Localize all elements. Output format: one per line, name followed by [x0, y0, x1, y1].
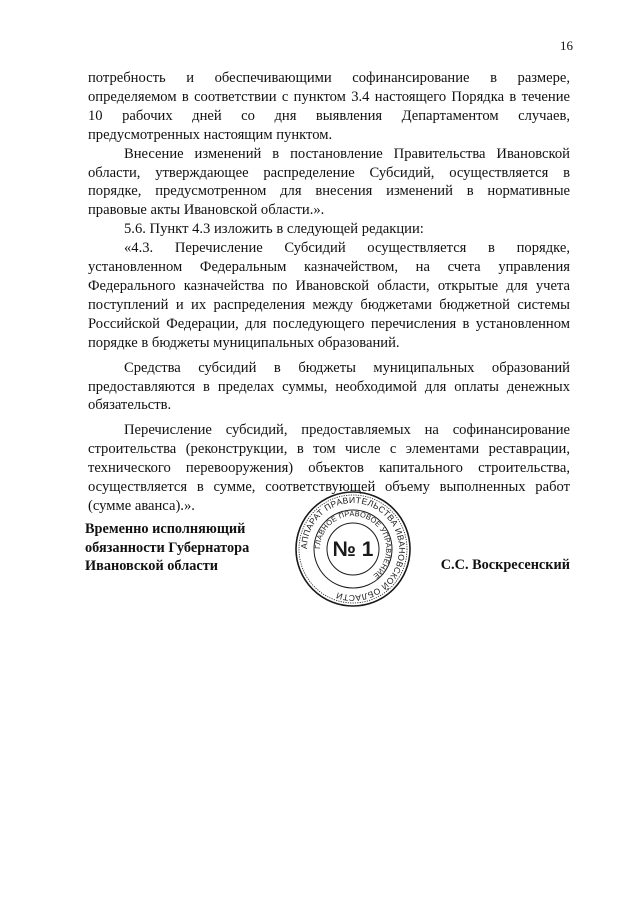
paragraph: потребность и обеспечивающими софинансирование в размере, определяемом в соответствии с пунктом 3.4 настоящего Порядка в течение 10 рабочих дней со дня выявления Департаментом случаев, предусмотренных настоящим пунктом. — [88, 70, 570, 143]
signature-title-line: Временно исполняющий — [85, 521, 246, 537]
seal-center-text: № 1 — [332, 538, 374, 561]
signatory-name: С.С. Воскресенский — [440, 557, 570, 573]
signature-title — [85, 520, 285, 576]
paragraph: Средства субсидий в бюджеты муниципальных образований предоставляются в пределах суммы, необходимой для оплаты денежных обязательств. — [88, 359, 570, 414]
paragraph: Внесение изменений в постановление Правительства Ивановской области, утверждающее распределение Субсидий, осуществляется в порядке, предусмотренном для внесения изменений в нормативные правовые акты Ивановской области.». — [88, 145, 570, 219]
body-text — [88, 69, 570, 516]
paragraph: «4.3. Перечисление Субсидий осуществляется в порядке, установленном Федеральным казначейством, на счета управления Федерального казначейства по Ивановской области, открытые для учета поступлений и их распределения между бюджетами бюджетной системы Российской Федерации, для последующего перечисления в установленном порядке в бюджеты муниципальных образований. — [88, 240, 570, 351]
official-seal — [294, 490, 412, 608]
paragraph: Перечисление субсидий, предоставляемых на софинансирование строительства (реконструкции, в том числе с элементами реставрации, технического перевооружения) объектов капитального строительства, осуществляется в сумме, соответствующей объему выполненных работ (сумме аванса).». — [88, 422, 570, 514]
seal-inner-ring-text: ГЛАВНОЕ ПРАВОВОЕ УПРАВЛЕНИЕ — [312, 508, 394, 581]
signature-title-line: Ивановской области — [85, 558, 218, 575]
signature-title-line: обязанности Губернатора — [85, 539, 250, 556]
paragraph: 5.6. Пункт 4.3 изложить в следующей редакции: — [124, 221, 424, 238]
seal-ring-text: АППАРАТ ПРАВИТЕЛЬСТВА ИВАНОВСКОЙ ОБЛАСТИ — [298, 494, 408, 604]
page-number: 16 — [560, 38, 573, 53]
